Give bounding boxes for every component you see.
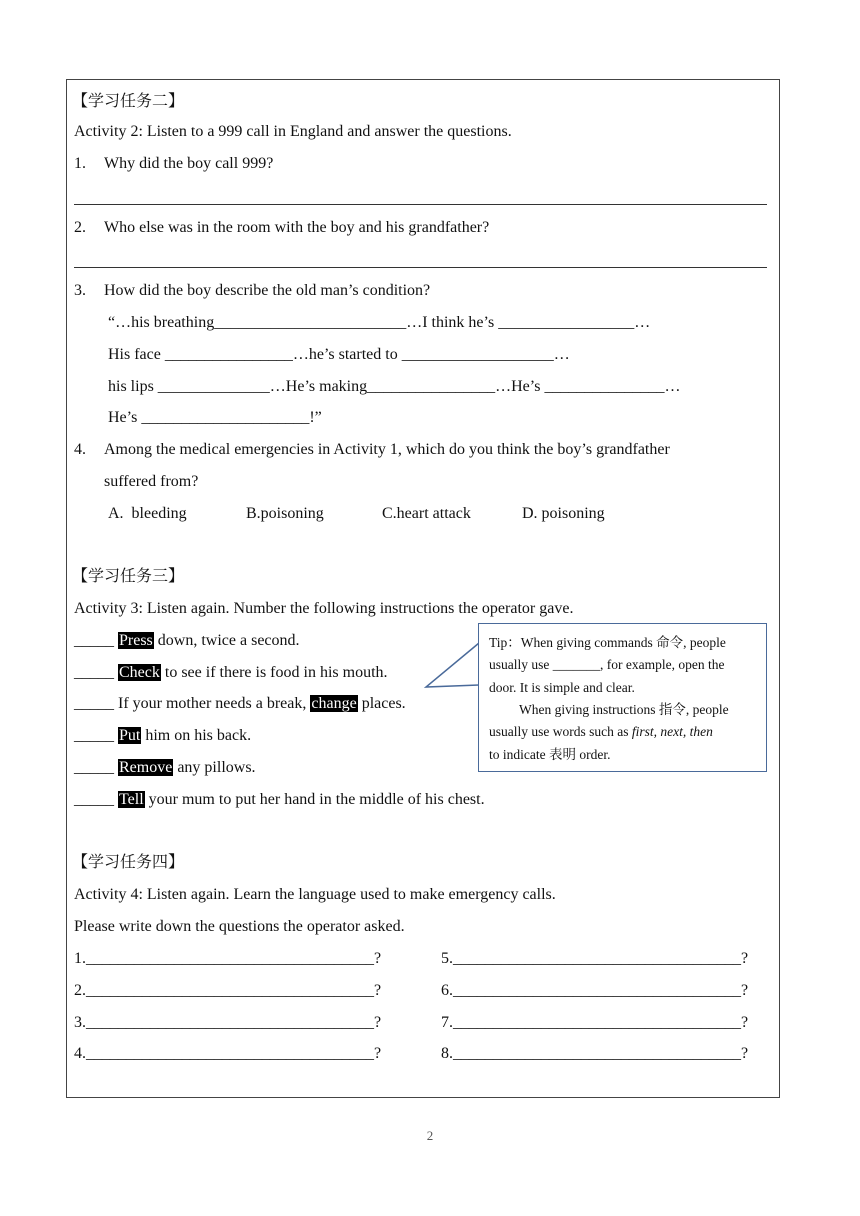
tip-line: usually use words such as first, next, then — [489, 724, 713, 739]
q4-option-d[interactable]: D. poisoning — [522, 505, 605, 522]
section3-heading: 【学习任务三】 — [72, 568, 185, 585]
q4-text-2: suffered from? — [104, 473, 199, 490]
question-blank-6[interactable]: 6.____________________________________? — [441, 982, 749, 999]
activity3-title: Activity 3: Listen again. Number the following instructions the operator gave. — [74, 600, 574, 617]
tip-line: door. It is simple and clear. — [489, 680, 635, 695]
q3-number: 3. — [74, 282, 86, 299]
question-blank-8[interactable]: 8.____________________________________? — [441, 1045, 749, 1062]
q1-number: 1. — [74, 155, 86, 172]
q4-number: 4. — [74, 441, 86, 458]
q3-blank-line-3[interactable]: his lips ______________…He’s making________________…He’s _______________… — [108, 378, 681, 395]
instruction-blank[interactable]: _____ — [74, 759, 114, 776]
activity2-title: Activity 2: Listen to a 999 call in England and answer the questions. — [74, 123, 512, 140]
question-blank-4[interactable]: 4.____________________________________? — [74, 1045, 382, 1062]
instruction-item: _____ Put him on his back. — [74, 727, 252, 744]
instruction-blank[interactable]: _____ — [74, 632, 114, 649]
q4-option-b[interactable]: B.poisoning — [246, 505, 324, 522]
instruction-blank[interactable]: _____ — [74, 695, 114, 712]
tip-line: Tip：When giving commands 命令, people — [489, 635, 726, 650]
tip-line: When giving instructions 指令, people — [519, 702, 729, 717]
tip-box — [478, 623, 767, 772]
q2-number: 2. — [74, 219, 86, 236]
q4-option-a[interactable]: A. bleeding — [108, 505, 187, 522]
question-blank-7[interactable]: 7.____________________________________? — [441, 1014, 749, 1031]
q3-blank-line-1[interactable]: “…his breathing________________________…I think he’s _________________… — [108, 314, 651, 331]
activity4-instruction: Please write down the questions the operator asked. — [74, 918, 405, 935]
q3-blank-line-4[interactable]: He’s _____________________!” — [108, 409, 322, 426]
instruction-verb: Put — [119, 727, 141, 744]
instruction-blank[interactable]: _____ — [74, 791, 114, 808]
instruction-verb: Check — [119, 664, 160, 681]
instruction-blank[interactable]: _____ — [74, 727, 114, 744]
instruction-item: _____ Press down, twice a second. — [74, 632, 300, 649]
q1-text: Why did the boy call 999? — [104, 155, 274, 172]
q3-text: How did the boy describe the old man’s condition? — [104, 282, 431, 299]
tip-line: to indicate 表明 order. — [489, 747, 611, 762]
question-blank-2[interactable]: 2.____________________________________? — [74, 982, 382, 999]
instruction-verb: change — [311, 695, 357, 712]
tip-signal-words: first, next, then — [631, 724, 713, 739]
section4-heading: 【学习任务四】 — [72, 854, 185, 871]
q1-answer-line[interactable] — [74, 204, 767, 205]
q3-blank-line-2[interactable]: His face ________________…he’s started to ___________________… — [108, 346, 570, 363]
callout-pointer — [420, 640, 480, 690]
question-blank-3[interactable]: 3.____________________________________? — [74, 1014, 382, 1031]
q4-text-1: Among the medical emergencies in Activity 1, which do you think the boy’s grandfather — [104, 441, 670, 458]
instruction-item: _____ Check to see if there is food in his mouth. — [74, 664, 388, 681]
activity4-title: Activity 4: Listen again. Learn the language used to make emergency calls. — [74, 886, 556, 903]
section2-heading: 【学习任务二】 — [72, 93, 185, 110]
tip-line: usually use _______, for example, open the — [489, 657, 725, 672]
instruction-verb: Press — [119, 632, 153, 649]
instruction-verb: Tell — [119, 791, 144, 808]
instruction-item: _____ Remove any pillows. — [74, 759, 256, 776]
question-blank-5[interactable]: 5.____________________________________? — [441, 950, 749, 967]
page-number: 2 — [426, 1128, 434, 1143]
instruction-blank[interactable]: _____ — [74, 664, 114, 681]
q4-option-c[interactable]: C.heart attack — [382, 505, 471, 522]
instruction-item: _____ If your mother needs a break, change places. — [74, 695, 406, 712]
q2-answer-line[interactable] — [74, 267, 767, 268]
question-blank-1[interactable]: 1.____________________________________? — [74, 950, 382, 967]
q2-text: Who else was in the room with the boy and his grandfather? — [104, 219, 490, 236]
instruction-item: _____ Tell your mum to put her hand in the middle of his chest. — [74, 791, 485, 808]
instruction-verb: Remove — [119, 759, 173, 776]
